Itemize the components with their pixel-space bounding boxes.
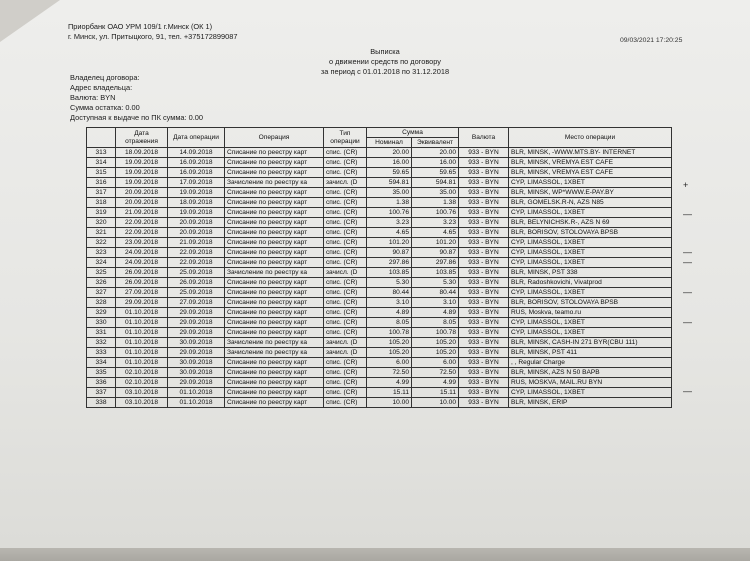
row-operation: Зачисление по реестру ка [225,348,324,358]
row-date-op: 27.09.2018 [168,298,225,308]
row-number: 315 [87,168,116,178]
row-nominal: 4.99 [367,378,412,388]
row-date-reflect: 01.10.2018 [116,358,168,368]
row-currency: 933 - BYN [459,168,509,178]
row-currency: 933 - BYN [459,338,509,348]
row-equivalent: 4.89 [412,308,459,318]
row-date-op: 25.09.2018 [168,288,225,298]
row-nominal: 80.44 [367,288,412,298]
table-row [87,228,672,238]
row-nominal: 6.00 [367,358,412,368]
row-date-reflect: 22.09.2018 [116,228,168,238]
table-row [87,278,672,288]
row-date-reflect: 01.10.2018 [116,308,168,318]
row-equivalent: 105.20 [412,348,459,358]
row-operation: Списание по реестру карт [225,258,324,268]
row-currency: 933 - BYN [459,398,509,408]
row-equivalent: 4.99 [412,378,459,388]
print-datetime: 09/03/2021 17:20:25 [620,37,683,44]
row-number: 323 [87,248,116,258]
row-currency: 933 - BYN [459,208,509,218]
row-op-type: спис. (CR) [324,258,367,268]
row-op-type: спис. (CR) [324,248,367,258]
table-row [87,158,672,168]
row-operation: Списание по реестру карт [225,198,324,208]
row-currency: 933 - BYN [459,188,509,198]
row-nominal: 103.85 [367,268,412,278]
row-nominal: 105.20 [367,338,412,348]
margin-minus-mark: — [683,287,692,297]
row-date-op: 19.09.2018 [168,188,225,198]
row-nominal: 4.65 [367,228,412,238]
margin-minus-mark: — [683,247,692,257]
row-op-type: спис. (CR) [324,318,367,328]
row-number: 328 [87,298,116,308]
row-number: 325 [87,268,116,278]
row-date-reflect: 02.10.2018 [116,368,168,378]
row-number: 321 [87,228,116,238]
row-date-op: 25.09.2018 [168,268,225,278]
row-currency: 933 - BYN [459,238,509,248]
row-nominal: 297.86 [367,258,412,268]
table-row [87,238,672,248]
row-operation: Списание по реестру карт [225,158,324,168]
row-nominal: 101.20 [367,238,412,248]
row-number: 327 [87,288,116,298]
row-op-type: зачисл. (D [324,348,367,358]
row-number: 333 [87,348,116,358]
row-place: BLR, MINSK, -WWW.MTS.BY- INTERNET [509,148,672,158]
row-date-reflect: 03.10.2018 [116,398,168,408]
row-operation: Списание по реестру карт [225,188,324,198]
row-date-reflect: 22.09.2018 [116,218,168,228]
row-number: 317 [87,188,116,198]
row-number: 336 [87,378,116,388]
col-header-num [87,128,116,148]
row-op-type: спис. (CR) [324,188,367,198]
row-place: RUS, MOSKVA, MAIL.RU BYN [509,378,672,388]
row-operation: Списание по реестру карт [225,278,324,288]
row-place: CYP, LIMASSOL, 1XBET [509,238,672,248]
row-operation: Списание по реестру карт [225,208,324,218]
row-place: BLR, MINSK, AZS N 50 BAPB [509,368,672,378]
table-row [87,388,672,398]
table-row [87,348,672,358]
row-op-type: спис. (CR) [324,228,367,238]
row-number: 335 [87,368,116,378]
row-op-type: спис. (CR) [324,288,367,298]
row-date-reflect: 01.10.2018 [116,348,168,358]
row-nominal: 105.20 [367,348,412,358]
row-date-reflect: 19.09.2018 [116,178,168,188]
row-currency: 933 - BYN [459,148,509,158]
row-op-type: спис. (CR) [324,208,367,218]
row-equivalent: 80.44 [412,288,459,298]
row-number: 326 [87,278,116,288]
row-equivalent: 100.78 [412,328,459,338]
row-currency: 933 - BYN [459,178,509,188]
row-number: 322 [87,238,116,248]
row-date-reflect: 03.10.2018 [116,388,168,398]
row-operation: Списание по реестру карт [225,378,324,388]
row-operation: Списание по реестру карт [225,168,324,178]
row-nominal: 3.10 [367,298,412,308]
margin-plus-mark: + [683,180,689,190]
row-place: BLR, BORISOV, STOLOVAYA BPSB [509,298,672,308]
row-date-reflect: 20.09.2018 [116,188,168,198]
row-currency: 933 - BYN [459,258,509,268]
row-date-reflect: 18.09.2018 [116,148,168,158]
row-nominal: 10.00 [367,398,412,408]
margin-minus-mark: — [683,209,692,219]
row-operation: Списание по реестру карт [225,318,324,328]
row-date-op: 16.09.2018 [168,168,225,178]
row-op-type: спис. (CR) [324,168,367,178]
table-row [87,338,672,348]
row-equivalent: 297.86 [412,258,459,268]
col-header-sum: Сумма [367,128,459,138]
row-number: 334 [87,358,116,368]
row-place: CYP, LIMASSOL, 1XBET [509,388,672,398]
row-nominal: 15.11 [367,388,412,398]
row-equivalent: 6.00 [412,358,459,368]
row-operation: Зачисление по реестру ка [225,268,324,278]
row-nominal: 59.65 [367,168,412,178]
row-equivalent: 20.00 [412,148,459,158]
table-row [87,208,672,218]
row-number: 313 [87,148,116,158]
row-place: BLR, MINSK, PST 338 [509,268,672,278]
margin-minus-mark: — [683,317,692,327]
table-row [87,248,672,258]
row-currency: 933 - BYN [459,328,509,338]
row-date-op: 22.09.2018 [168,248,225,258]
row-currency: 933 - BYN [459,288,509,298]
row-date-reflect: 24.09.2018 [116,258,168,268]
row-op-type: спис. (CR) [324,328,367,338]
row-date-op: 29.09.2018 [168,318,225,328]
bank-name: Приорбанк ОАО УРМ 109/1 г.Минск (ОК 1) [68,22,213,31]
row-op-type: спис. (CR) [324,198,367,208]
row-currency: 933 - BYN [459,318,509,328]
col-header-operation: Операция [225,128,324,148]
row-operation: Зачисление по реестру ка [225,338,324,348]
row-op-type: спис. (CR) [324,278,367,288]
row-operation: Списание по реестру карт [225,228,324,238]
row-currency: 933 - BYN [459,358,509,368]
row-nominal: 1.38 [367,198,412,208]
row-date-op: 29.09.2018 [168,328,225,338]
row-number: 324 [87,258,116,268]
row-currency: 933 - BYN [459,228,509,238]
row-place: BLR, MINSK, CASH-IN 271 BYR(CBU 111) [509,338,672,348]
table-row [87,398,672,408]
row-date-op: 30.09.2018 [168,368,225,378]
row-currency: 933 - BYN [459,298,509,308]
available-label: Доступная к выдаче по ПК сумма: 0.00 [70,113,204,122]
row-operation: Списание по реестру карт [225,368,324,378]
row-op-type: спис. (CR) [324,388,367,398]
row-operation: Списание по реестру карт [225,298,324,308]
row-date-op: 30.09.2018 [168,358,225,368]
row-date-op: 01.10.2018 [168,398,225,408]
row-date-reflect: 21.09.2018 [116,208,168,218]
row-number: 316 [87,178,116,188]
owner-address-label: Адрес владельца: [70,83,133,92]
row-equivalent: 59.65 [412,168,459,178]
row-operation: Списание по реестру карт [225,288,324,298]
row-place: CYP, LIMASSOL, 1XBET [509,258,672,268]
currency-label: Валюта: BYN [70,93,116,102]
row-op-type: спис. (CR) [324,238,367,248]
row-date-reflect: 26.09.2018 [116,268,168,278]
row-place: BLR, MINSK, WP*WWW.E-PAY.BY [509,188,672,198]
row-place: CYP, LIMASSOL, 1XBET [509,288,672,298]
table-row [87,298,672,308]
row-date-op: 20.09.2018 [168,218,225,228]
row-equivalent: 35.00 [412,188,459,198]
row-date-op: 17.09.2018 [168,178,225,188]
row-number: 319 [87,208,116,218]
row-number: 329 [87,308,116,318]
margin-minus-mark: — [683,386,692,396]
row-op-type: зачисл. (D [324,268,367,278]
row-equivalent: 105.20 [412,338,459,348]
row-nominal: 594.81 [367,178,412,188]
row-nominal: 4.89 [367,308,412,318]
row-place: BLR, MINSK, ERIP [509,398,672,408]
row-equivalent: 4.65 [412,228,459,238]
row-op-type: спис. (CR) [324,158,367,168]
table-row [87,308,672,318]
doc-period: за период с 01.01.2018 по 31.12.2018 [320,67,450,76]
row-date-reflect: 24.09.2018 [116,248,168,258]
row-number: 314 [87,158,116,168]
owner-label: Владелец договора: [70,73,140,82]
table-row [87,318,672,328]
row-op-type: спис. (CR) [324,378,367,388]
row-date-reflect: 23.09.2018 [116,238,168,248]
row-op-type: спис. (CR) [324,368,367,378]
desk-surface [0,548,750,561]
row-date-reflect: 19.09.2018 [116,158,168,168]
row-operation: Списание по реестру карт [225,398,324,408]
row-date-reflect: 29.09.2018 [116,298,168,308]
row-date-op: 26.09.2018 [168,278,225,288]
row-equivalent: 16.00 [412,158,459,168]
row-op-type: спис. (CR) [324,308,367,318]
row-currency: 933 - BYN [459,388,509,398]
table-row [87,268,672,278]
row-currency: 933 - BYN [459,378,509,388]
col-header-equivalent: Эквивалент [412,138,459,148]
row-equivalent: 90.87 [412,248,459,258]
row-currency: 933 - BYN [459,308,509,318]
row-currency: 933 - BYN [459,278,509,288]
row-place: CYP, LIMASSOL, 1XBET [509,318,672,328]
row-date-op: 21.09.2018 [168,238,225,248]
col-header-currency: Валюта [459,128,509,148]
row-operation: Списание по реестру карт [225,238,324,248]
row-place: BLR, GOMELSK.R-N, AZS N85 [509,198,672,208]
col-header-op-type: Тип операции [324,128,367,148]
table-row [87,198,672,208]
row-date-reflect: 19.09.2018 [116,168,168,178]
row-date-op: 30.09.2018 [168,338,225,348]
row-op-type: спис. (CR) [324,218,367,228]
row-nominal: 100.78 [367,328,412,338]
row-equivalent: 103.85 [412,268,459,278]
doc-subtitle: о движении средств по договору [328,57,441,66]
row-place: CYP, LIMASSOL, 1XBET [509,208,672,218]
margin-minus-mark: — [683,257,692,267]
table-row [87,178,672,188]
row-date-reflect: 26.09.2018 [116,278,168,288]
balance-label: Сумма остатка: 0.00 [70,103,140,112]
row-date-op: 29.09.2018 [168,378,225,388]
row-currency: 933 - BYN [459,248,509,258]
col-header-date-reflect: Дата отражения [116,128,168,148]
row-place: CYP, LIMASSOL, 1XBET [509,248,672,258]
table-row [87,148,672,158]
row-operation: Списание по реестру карт [225,388,324,398]
table-row [87,218,672,228]
row-place: , , Regular Charge [509,358,672,368]
row-number: 331 [87,328,116,338]
table-row [87,378,672,388]
row-number: 330 [87,318,116,328]
row-place: BLR, BORISOV, STOLOVAYA BPSB [509,228,672,238]
transactions-table [86,127,672,408]
row-date-op: 29.09.2018 [168,308,225,318]
col-header-place: Место операции [509,128,672,148]
row-nominal: 35.00 [367,188,412,198]
table-row [87,168,672,178]
col-header-date-op: Дата операции [168,128,225,148]
row-place: BLR, MINSK, VREMYA EST CAFE [509,168,672,178]
row-nominal: 90.87 [367,248,412,258]
row-date-reflect: 01.10.2018 [116,338,168,348]
row-operation: Зачисление по реестру ка [225,178,324,188]
row-number: 332 [87,338,116,348]
table-row [87,258,672,268]
row-currency: 933 - BYN [459,198,509,208]
row-place: BLR, Radoshkovichi, Vivatprod [509,278,672,288]
row-place: BLR, MINSK, PST 411 [509,348,672,358]
row-op-type: спис. (CR) [324,398,367,408]
row-op-type: зачисл. (D [324,338,367,348]
row-operation: Списание по реестру карт [225,148,324,158]
row-date-op: 14.09.2018 [168,148,225,158]
row-op-type: зачисл. (D [324,178,367,188]
row-place: CYP, LIMASSOL, 1XBET [509,328,672,338]
table-row [87,368,672,378]
row-currency: 933 - BYN [459,368,509,378]
row-currency: 933 - BYN [459,218,509,228]
row-nominal: 3.23 [367,218,412,228]
row-operation: Списание по реестру карт [225,248,324,258]
row-equivalent: 10.00 [412,398,459,408]
row-date-reflect: 02.10.2018 [116,378,168,388]
row-date-op: 19.09.2018 [168,208,225,218]
row-number: 338 [87,398,116,408]
row-number: 318 [87,198,116,208]
row-place: RUS, Moskva, teamo.ru [509,308,672,318]
row-place: BLR, BELYNICHSK.R-, AZS N 69 [509,218,672,228]
row-equivalent: 72.50 [412,368,459,378]
row-nominal: 5.30 [367,278,412,288]
row-equivalent: 3.23 [412,218,459,228]
row-equivalent: 1.38 [412,198,459,208]
row-date-op: 18.09.2018 [168,198,225,208]
row-date-reflect: 01.10.2018 [116,318,168,328]
row-operation: Списание по реестру карт [225,308,324,318]
row-date-reflect: 20.09.2018 [116,198,168,208]
row-date-op: 29.09.2018 [168,348,225,358]
col-header-nominal: Номинал [367,138,412,148]
row-equivalent: 100.76 [412,208,459,218]
row-op-type: спис. (CR) [324,148,367,158]
row-op-type: спис. (CR) [324,298,367,308]
row-nominal: 8.05 [367,318,412,328]
row-equivalent: 8.05 [412,318,459,328]
row-equivalent: 5.30 [412,278,459,288]
row-operation: Списание по реестру карт [225,358,324,368]
table-row [87,328,672,338]
row-equivalent: 101.20 [412,238,459,248]
bank-address: г. Минск, ул. Притыцкого, 91, тел. +375172899087 [68,32,238,41]
row-date-op: 01.10.2018 [168,388,225,398]
row-date-op: 16.09.2018 [168,158,225,168]
row-currency: 933 - BYN [459,268,509,278]
row-nominal: 20.00 [367,148,412,158]
row-place: BLR, MINSK, VREMYA EST CAFE [509,158,672,168]
row-currency: 933 - BYN [459,348,509,358]
table-row [87,188,672,198]
row-equivalent: 594.81 [412,178,459,188]
row-date-reflect: 01.10.2018 [116,328,168,338]
row-op-type: спис. (CR) [324,358,367,368]
row-nominal: 72.50 [367,368,412,378]
doc-title: Выписка [370,47,400,56]
row-nominal: 100.76 [367,208,412,218]
row-date-op: 20.09.2018 [168,228,225,238]
row-nominal: 16.00 [367,158,412,168]
table-row [87,358,672,368]
row-operation: Списание по реестру карт [225,218,324,228]
row-number: 337 [87,388,116,398]
row-equivalent: 3.10 [412,298,459,308]
row-currency: 933 - BYN [459,158,509,168]
table-row [87,288,672,298]
page-corner-fold [0,0,60,42]
row-place: CYP, LIMASSOL, 1XBET [509,178,672,188]
row-date-reflect: 27.09.2018 [116,288,168,298]
row-equivalent: 15.11 [412,388,459,398]
row-date-op: 22.09.2018 [168,258,225,268]
row-operation: Списание по реестру карт [225,328,324,338]
row-number: 320 [87,218,116,228]
